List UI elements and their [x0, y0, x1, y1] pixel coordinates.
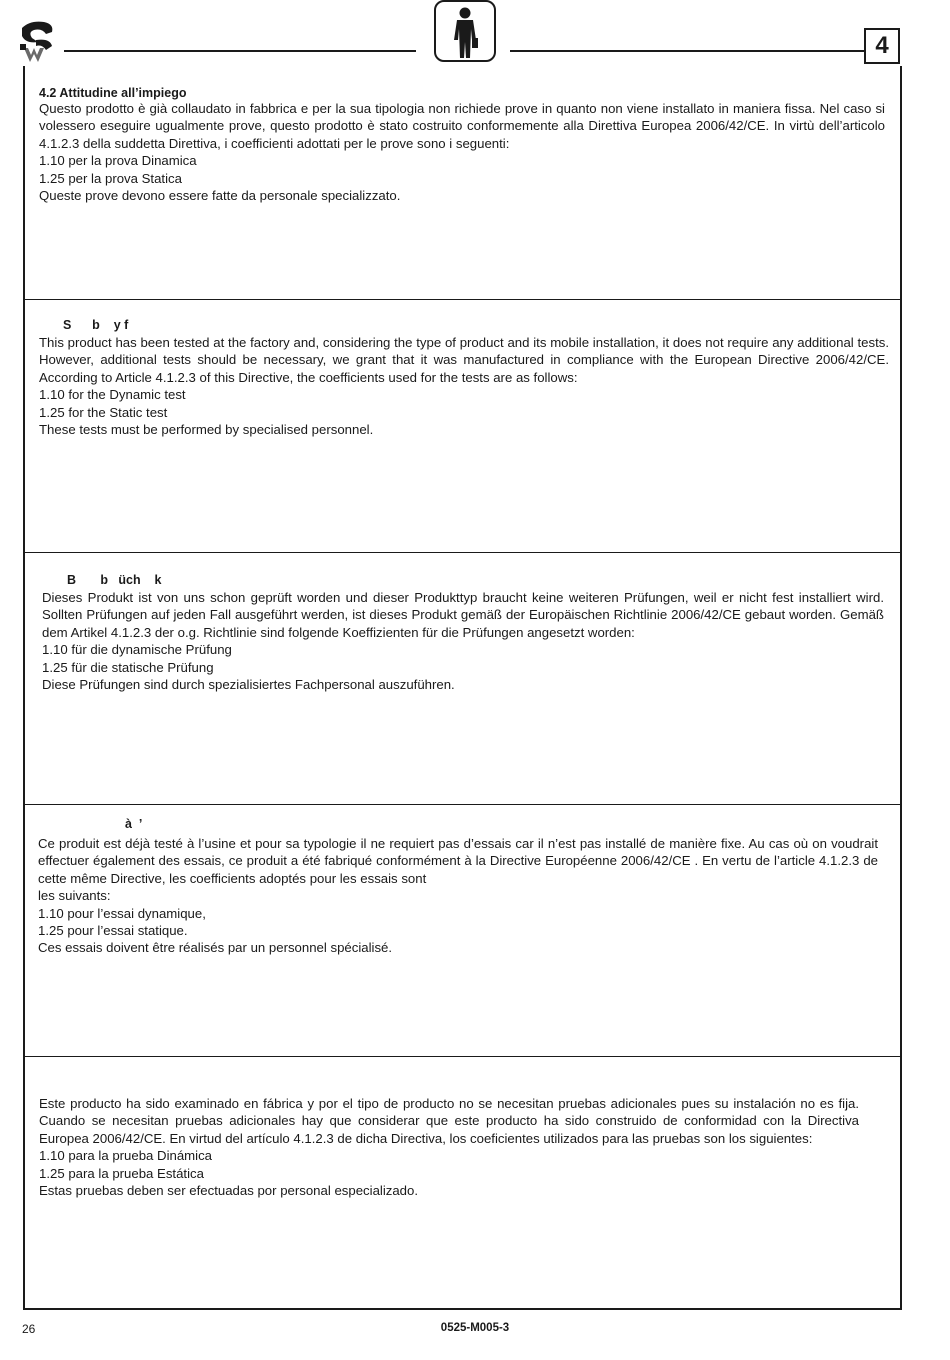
content-frame	[23, 66, 902, 1310]
brand-logo-icon	[16, 18, 60, 64]
section-body	[39, 100, 885, 204]
paragraph: Dieses Produkt ist von uns schon geprüft worden und dieser Produkttyp braucht keine weiteren Prüfungen, weil er nicht fest installiert wird. Sollten Prüfungen auf jeden Fall ausgeführt werden, ist dieses Produkt gemäß der Europäischen Richtlinie 2006/42/CE gebaut worden. Gemäß dem Artikel 4.1.2.3 der o.g. Richtlinie sind folgende Koeffizienten für die Prüfungen angesetzt worden:	[42, 590, 884, 640]
section-body	[42, 589, 884, 693]
section-german	[25, 553, 900, 804]
paragraph: 1.25 pour l’essai statique.	[38, 923, 188, 939]
section-italian	[25, 66, 900, 299]
paragraph: Este producto ha sido examinado en fábrica y por el tipo de producto no se necesitan pruebas adicionales pues su instalación no es fija. Cuando se necesitan pruebas adicionales hay que considerar que este producto ha sido construido de conformidad con la Directiva Europea 2006/42/CE. En virtud del artículo 4.1.2.3 de dicha Directiva, los coeficientes utilizados para las pruebas son los siguientes:	[39, 1096, 859, 1146]
section-body	[39, 334, 889, 438]
section-french	[25, 805, 900, 1056]
paragraph: 1.25 für die statische Prüfung	[42, 659, 214, 675]
section-heading: S b y f	[63, 318, 129, 332]
footer-page-number: 26	[22, 1322, 36, 1336]
header-rule-right	[510, 50, 864, 52]
paragraph: 1.25 per la prova Statica	[39, 170, 182, 186]
paragraph: 1.10 für die dynamische Prüfung	[42, 642, 232, 658]
footer-document-code: 0525-M005-3	[440, 1322, 510, 1334]
page-number-badge: 4	[864, 28, 900, 64]
section-english	[25, 300, 900, 552]
section-heading: B b üch k	[67, 573, 162, 587]
section-spanish	[25, 1057, 900, 1307]
paragraph: Diese Prüfungen sind durch spezialisiertes Fachpersonal auszuführen.	[42, 677, 455, 693]
paragraph: 1.10 for the Dynamic test	[39, 387, 186, 403]
section-heading: 4.2 Attitudine all’impiego	[39, 86, 187, 100]
paragraph: This product has been tested at the factory and, considering the type of product and its mobile installation, it does not require any additional tests. However, additional tests should be necessary, we grant that it was manufactured in compliance with the European Directive 2006/42/CE. According to Article 4.1.2.3 of this Directive, the coefficients used for the tests are as follows:	[39, 335, 889, 385]
paragraph: Questo prodotto è già collaudato in fabbrica e per la sua tipologia non richiede prove in quanto non viene installato in maniera fissa. Nel caso si volessero eseguire ugualmente prove, questo prodotto è stato costruito conformemente alla Direttiva Europea 2006/42/CE. In virtù dell’articolo 4.1.2.3 della suddetta Direttiva, i coefficienti adottati per le prove sono i seguenti:	[39, 101, 885, 151]
worker-person-icon	[436, 2, 494, 60]
header-rule-left	[64, 50, 416, 52]
paragraph: 1.25 para la prueba Estática	[39, 1165, 204, 1181]
person-icon-frame	[434, 0, 496, 62]
paragraph: 1.10 per la prova Dinamica	[39, 153, 197, 169]
paragraph: les suivants:	[38, 888, 111, 904]
paragraph: Queste prove devono essere fatte da personale specializzato.	[39, 188, 401, 204]
section-body	[39, 1095, 859, 1199]
section-body	[38, 835, 878, 957]
paragraph: These tests must be performed by specialised personnel.	[39, 422, 374, 438]
paragraph: 1.10 para la prueba Dinámica	[39, 1148, 213, 1164]
paragraph: 1.25 for the Static test	[39, 404, 168, 420]
paragraph: 1.10 pour l’essai dynamique,	[38, 905, 206, 921]
paragraph: Ce produit est déjà testé à l’usine et pour sa typologie il ne requiert pas d’essais car il n’est pas installé de manière fixe. Au cas où on voudrait effectuer également des essais, ce produit a été fabriqué conformément à la Directive Européenne 2006/42/CE . En vertu de l’article 4.1.2.3 de cette même Directive, les coefficients adoptés pour les essais sont	[38, 836, 878, 886]
paragraph: Ces essais doivent être réalisés par un personnel spécialisé.	[38, 940, 393, 956]
paragraph: Estas pruebas deben ser efectuadas por personal especializado.	[39, 1183, 419, 1199]
section-heading: à ’	[125, 817, 143, 831]
